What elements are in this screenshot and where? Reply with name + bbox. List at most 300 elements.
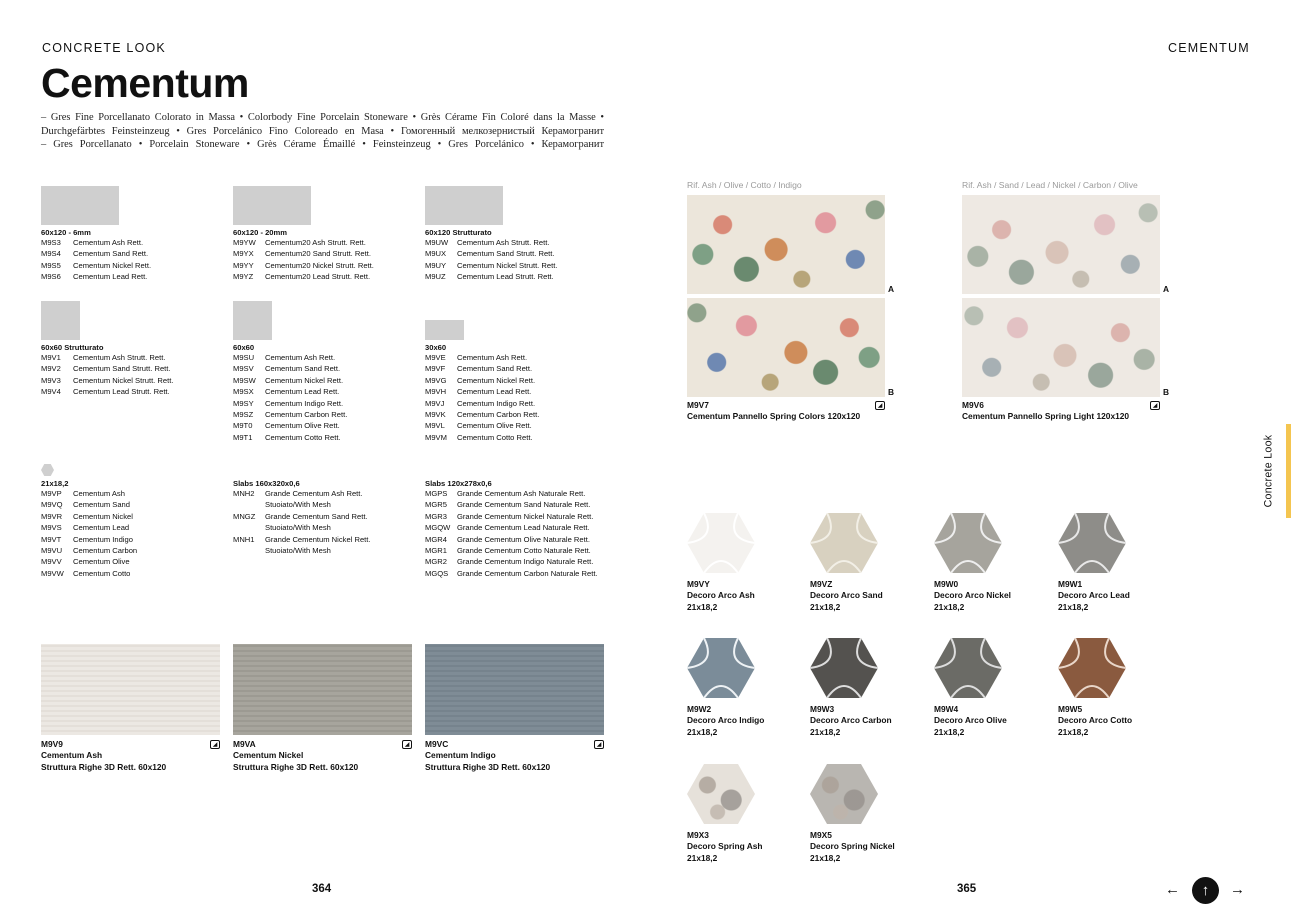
product-card[interactable] bbox=[233, 644, 412, 773]
hex-size: 21x18,2 bbox=[687, 601, 718, 612]
spec-code bbox=[233, 499, 265, 510]
tile-image bbox=[41, 644, 220, 735]
spec-code: M9S6 bbox=[41, 272, 61, 282]
page-title: Cementum bbox=[41, 60, 249, 106]
spec-name: Cementum Olive bbox=[73, 557, 130, 567]
panel-image-a bbox=[962, 195, 1160, 294]
spec-row bbox=[233, 398, 347, 409]
page-number-right: 365 bbox=[957, 883, 977, 895]
hex-code: M9W5 bbox=[1058, 704, 1083, 714]
spec-code: MGR4 bbox=[425, 534, 447, 544]
spec-code: M9VL bbox=[425, 421, 445, 431]
arrow-right-icon[interactable]: → bbox=[1230, 881, 1245, 898]
spec-row bbox=[41, 568, 137, 579]
material-description bbox=[41, 111, 604, 152]
hex-size: 21x18,2 bbox=[1058, 726, 1089, 737]
spec-code: M9V1 bbox=[41, 353, 61, 362]
format-swatch bbox=[41, 186, 119, 225]
spec-row bbox=[233, 432, 347, 443]
spec-row bbox=[425, 499, 598, 510]
spec-row bbox=[233, 488, 371, 499]
spec-code: M9V3 bbox=[41, 375, 61, 385]
spec-name: Cementum Nickel Rett. bbox=[457, 375, 536, 385]
spec-code: M9VE bbox=[425, 353, 446, 362]
hex-decor-card[interactable] bbox=[1058, 513, 1130, 613]
spec-name: Grande Cementum Sand Rett. bbox=[265, 511, 368, 521]
spec-name: Cementum Nickel bbox=[73, 511, 133, 521]
format-swatch bbox=[41, 301, 80, 340]
hex-name: Decoro Arco Sand bbox=[810, 590, 883, 601]
spec-name: Grande Cementum Carbon Naturale Rett. bbox=[457, 568, 598, 578]
wall-use-icon: ◢ bbox=[402, 740, 412, 749]
spec-name: Stuoiato/With Mesh bbox=[265, 500, 331, 510]
spec-row bbox=[233, 409, 347, 420]
hex-code: M9VZ bbox=[810, 579, 833, 589]
arrow-left-icon[interactable]: ← bbox=[1165, 881, 1180, 898]
hex-tile-image bbox=[1058, 638, 1126, 698]
block-list bbox=[425, 488, 598, 579]
spec-row bbox=[425, 545, 598, 556]
hex-code: M9W1 bbox=[1058, 579, 1083, 589]
spec-row bbox=[425, 432, 539, 443]
spec-code: MGR5 bbox=[425, 500, 447, 510]
spec-row bbox=[425, 409, 539, 420]
spec-code: MGR1 bbox=[425, 546, 447, 556]
format-swatch bbox=[425, 186, 503, 225]
product-format: Struttura Righe 3D Rett. 60x120 bbox=[425, 761, 551, 772]
product-code: M9V7 bbox=[687, 400, 709, 410]
description-line: Durchgefärbtes Feinsteinzeug • Gres Porcelánico Fino Coloreado en Masa • Гомогенный мелкозернистый Керамогранит bbox=[41, 125, 604, 137]
spec-row bbox=[41, 363, 173, 374]
spec-code bbox=[233, 522, 265, 533]
spec-row bbox=[425, 352, 539, 363]
spec-name: Cementum Lead Rett. bbox=[73, 272, 148, 282]
spec-code: M9V2 bbox=[41, 364, 61, 374]
product-code: M9VC bbox=[425, 739, 449, 749]
spec-row bbox=[233, 545, 371, 556]
spec-name: Cementum Cotto bbox=[73, 568, 131, 578]
block-list bbox=[233, 237, 374, 283]
spec-row bbox=[425, 375, 539, 386]
block-heading: 30x60 bbox=[425, 343, 447, 352]
spec-code: M9SY bbox=[233, 398, 254, 408]
panel-card[interactable] bbox=[687, 180, 897, 423]
spec-row bbox=[41, 534, 137, 545]
spec-row bbox=[233, 352, 347, 363]
spec-row bbox=[41, 386, 173, 397]
spec-code: MNGZ bbox=[233, 511, 256, 521]
hex-name: Decoro Arco Ash bbox=[687, 590, 755, 601]
spec-name: Cementum Indigo Rett. bbox=[265, 398, 344, 408]
spec-name: Stuoiato/With Mesh bbox=[265, 523, 331, 533]
spec-row bbox=[233, 386, 347, 397]
format-swatch bbox=[233, 301, 272, 340]
spec-code: M9VU bbox=[41, 546, 63, 556]
hex-size: 21x18,2 bbox=[810, 601, 841, 612]
sidebar-tab-concrete-look[interactable] bbox=[1256, 424, 1280, 518]
spec-code: M9VJ bbox=[425, 398, 445, 408]
spec-row bbox=[41, 237, 151, 248]
spec-code: M9VP bbox=[41, 489, 62, 498]
spec-code: MGQS bbox=[425, 568, 449, 578]
spec-name: Grande Cementum Ash Rett. bbox=[265, 489, 363, 498]
spec-name: Cementum Lead Rett. bbox=[457, 387, 532, 397]
hex-name: Decoro Spring Ash bbox=[687, 841, 763, 852]
spec-name: Grande Cementum Cotto Naturale Rett. bbox=[457, 546, 591, 556]
spec-row bbox=[425, 237, 557, 248]
spec-name: Cementum Sand Rett. bbox=[73, 249, 149, 259]
spec-row bbox=[41, 375, 173, 386]
product-name: Cementum Pannello Spring Light 120x120 bbox=[962, 411, 1130, 422]
spec-name: Cementum Carbon Rett. bbox=[265, 410, 348, 420]
spec-row bbox=[425, 556, 598, 567]
block-heading: Slabs 120x278x0,6 bbox=[425, 479, 492, 488]
spec-name: Cementum Lead Rett. bbox=[265, 387, 340, 397]
hex-decor-card[interactable] bbox=[687, 764, 763, 864]
spec-code: MGPS bbox=[425, 489, 448, 498]
spec-block bbox=[425, 186, 557, 283]
block-list bbox=[41, 352, 173, 398]
spec-name: Stuoiato/With Mesh bbox=[265, 546, 331, 556]
panel-label: A bbox=[888, 284, 895, 294]
spec-row bbox=[425, 248, 557, 259]
block-list bbox=[233, 352, 347, 443]
block-heading: 60x60 Strutturato bbox=[41, 343, 104, 352]
hex-name: Decoro Arco Lead bbox=[1058, 590, 1130, 601]
panel-card[interactable] bbox=[962, 180, 1172, 423]
spec-name: Cementum Nickel Rett. bbox=[265, 375, 344, 385]
description-line: – Gres Fine Porcellanato Colorato in Massa • Colorbody Fine Porcelain Stoneware • Grès Cérame Fin Coloré dans la Masse • bbox=[41, 112, 604, 123]
spec-name: Cementum20 Ash Strutt. Rett. bbox=[265, 238, 366, 247]
block-list bbox=[41, 488, 137, 579]
spec-code: M9YW bbox=[233, 238, 256, 247]
spec-name: Cementum Sand Rett. bbox=[457, 364, 533, 374]
hex-tile-image bbox=[687, 638, 755, 698]
spec-row bbox=[233, 499, 371, 510]
spec-name: Cementum Ash Strutt. Rett. bbox=[73, 353, 166, 362]
arc-pattern bbox=[687, 638, 755, 698]
spec-code: M9VS bbox=[41, 523, 62, 533]
spec-row bbox=[41, 271, 151, 282]
block-heading: 60x120 - 20mm bbox=[233, 228, 288, 237]
hex-decor-card[interactable] bbox=[810, 638, 892, 738]
arc-pattern bbox=[810, 513, 878, 573]
spec-name: Grande Cementum Nickel Naturale Rett. bbox=[457, 511, 594, 521]
product-card[interactable] bbox=[41, 644, 220, 773]
spec-code: M9T1 bbox=[233, 432, 253, 442]
spec-block bbox=[233, 476, 371, 556]
product-name: Cementum Indigo bbox=[425, 750, 496, 761]
spec-name: Cementum Ash Strutt. Rett. bbox=[457, 238, 550, 247]
spec-row bbox=[425, 568, 598, 579]
spec-name: Cementum Nickel Strutt. Rett. bbox=[457, 260, 558, 270]
tile-image bbox=[425, 644, 604, 735]
spec-name: Cementum Lead Strutt. Rett. bbox=[457, 272, 554, 282]
panel-label: B bbox=[888, 387, 895, 397]
arrow-up-icon[interactable]: ↑ bbox=[1192, 877, 1219, 904]
hex-decor-card[interactable] bbox=[810, 513, 883, 613]
format-swatch bbox=[425, 320, 464, 340]
hex-tile-image bbox=[687, 513, 755, 573]
spec-code: M9YX bbox=[233, 249, 254, 259]
spec-row bbox=[233, 522, 371, 533]
panel-image-a bbox=[687, 195, 885, 294]
tile-image bbox=[233, 644, 412, 735]
block-heading: 60x60 bbox=[233, 343, 255, 352]
wall-use-icon: ◢ bbox=[875, 401, 885, 410]
wall-use-icon: ◢ bbox=[1150, 401, 1160, 410]
hex-code: M9VY bbox=[687, 579, 710, 589]
hex-code: M9X3 bbox=[687, 830, 709, 840]
page-number-left: 364 bbox=[312, 883, 332, 895]
hex-decor-card[interactable] bbox=[810, 764, 895, 864]
product-code: M9V9 bbox=[41, 739, 63, 749]
product-name: Cementum Ash bbox=[41, 750, 103, 761]
hex-code: M9W0 bbox=[934, 579, 959, 589]
spec-name: Cementum Sand bbox=[73, 500, 130, 510]
hex-size: 21x18,2 bbox=[934, 601, 965, 612]
arc-pattern bbox=[1058, 513, 1126, 573]
spec-code: M9T0 bbox=[233, 421, 253, 431]
hex-tile-image bbox=[687, 764, 755, 824]
spec-code: M9SZ bbox=[233, 410, 254, 420]
spec-row bbox=[41, 511, 137, 522]
spec-code: M9VM bbox=[425, 432, 447, 442]
panel-reference: Rif. Ash / Sand / Lead / Nickel / Carbon / Olive bbox=[962, 180, 1138, 190]
spec-name: Grande Cementum Ash Naturale Rett. bbox=[457, 489, 586, 498]
spec-block bbox=[233, 186, 374, 283]
spec-name: Cementum20 Lead Strutt. Rett. bbox=[265, 272, 371, 282]
spec-code: M9VG bbox=[425, 375, 447, 385]
spec-row bbox=[425, 420, 539, 431]
hex-name: Decoro Arco Cotto bbox=[1058, 715, 1133, 726]
section-kicker: CONCRETE LOOK bbox=[42, 41, 166, 55]
hex-decor-card[interactable] bbox=[1058, 638, 1132, 738]
spec-code: M9SU bbox=[233, 353, 255, 362]
spec-code: M9S5 bbox=[41, 260, 61, 270]
spec-row bbox=[41, 499, 137, 510]
spec-name: Cementum Olive Rett. bbox=[457, 421, 532, 431]
spec-block bbox=[41, 464, 137, 579]
spec-name: Grande Cementum Nickel Rett. bbox=[265, 534, 371, 544]
spec-block bbox=[41, 186, 151, 283]
spec-code: MNH2 bbox=[233, 489, 255, 498]
spec-code: M9S3 bbox=[41, 238, 61, 247]
spec-name: Cementum20 Nickel Strutt. Rett. bbox=[265, 260, 374, 270]
hex-tile-image bbox=[810, 638, 878, 698]
sidebar-tab-label: Concrete Look bbox=[1262, 434, 1274, 508]
hex-decor-card[interactable] bbox=[687, 513, 755, 613]
spec-code: MGQW bbox=[425, 523, 451, 533]
spec-row bbox=[425, 522, 598, 533]
spec-name: Cementum Ash Rett. bbox=[265, 353, 336, 362]
spec-block bbox=[425, 320, 539, 443]
spec-name: Grande Cementum Indigo Naturale Rett. bbox=[457, 557, 594, 567]
hex-code: M9W2 bbox=[687, 704, 712, 714]
spec-row bbox=[233, 271, 374, 282]
hex-size: 21x18,2 bbox=[810, 726, 841, 737]
spec-code: M9YY bbox=[233, 260, 254, 270]
spec-row bbox=[41, 248, 151, 259]
hex-size: 21x18,2 bbox=[1058, 601, 1089, 612]
arc-pattern bbox=[810, 638, 878, 698]
spec-name: Cementum Lead bbox=[73, 523, 130, 533]
hex-decor-card[interactable] bbox=[934, 638, 1007, 738]
spec-name: Cementum Ash bbox=[73, 489, 125, 498]
collection-kicker: CEMENTUM bbox=[1168, 41, 1250, 55]
spec-row bbox=[233, 248, 374, 259]
spec-name: Cementum Indigo bbox=[73, 534, 133, 544]
hex-size: 21x18,2 bbox=[934, 726, 965, 737]
spec-code bbox=[233, 545, 265, 556]
block-list bbox=[425, 237, 557, 283]
spec-row bbox=[41, 352, 173, 363]
hex-tile-image bbox=[934, 638, 1002, 698]
spec-name: Cementum Sand Strutt. Rett. bbox=[73, 364, 171, 374]
hex-name: Decoro Arco Nickel bbox=[934, 590, 1011, 601]
product-name: Cementum Pannello Spring Colors 120x120 bbox=[687, 411, 861, 422]
spec-row bbox=[233, 534, 371, 545]
spec-row bbox=[41, 556, 137, 567]
panel-label: A bbox=[1163, 284, 1170, 294]
hex-code: M9W4 bbox=[934, 704, 959, 714]
block-list bbox=[233, 488, 371, 556]
spec-code: MGR2 bbox=[425, 557, 447, 567]
panel-reference: Rif. Ash / Olive / Cotto / Indigo bbox=[687, 180, 802, 190]
format-swatch bbox=[233, 186, 311, 225]
spec-code: MGR3 bbox=[425, 511, 447, 521]
block-heading: Slabs 160x320x0,6 bbox=[233, 479, 300, 488]
spec-row bbox=[425, 511, 598, 522]
spec-code: M9UW bbox=[425, 238, 449, 247]
hex-decor-card[interactable] bbox=[934, 513, 1011, 613]
block-heading: 60x120 - 6mm bbox=[41, 228, 91, 237]
spec-name: Cementum Carbon bbox=[73, 546, 138, 556]
spec-name: Cementum Sand Rett. bbox=[265, 364, 341, 374]
product-name: Cementum Nickel bbox=[233, 750, 304, 761]
spec-row bbox=[425, 534, 598, 545]
hex-decor-card[interactable] bbox=[687, 638, 764, 738]
spec-row bbox=[41, 522, 137, 533]
spec-row bbox=[233, 420, 347, 431]
spec-name: Cementum20 Sand Strutt. Rett. bbox=[265, 249, 371, 259]
format-swatch bbox=[41, 464, 54, 476]
panel-label: B bbox=[1163, 387, 1170, 397]
spec-row bbox=[41, 545, 137, 556]
spec-name: Cementum Cotto Rett. bbox=[265, 432, 341, 442]
block-list bbox=[41, 237, 151, 283]
hex-size: 21x18,2 bbox=[687, 852, 718, 863]
spec-code: M9VW bbox=[41, 568, 64, 578]
spec-row bbox=[233, 237, 374, 248]
spec-block bbox=[233, 301, 347, 443]
product-code: M9V6 bbox=[962, 400, 984, 410]
hex-name: Decoro Arco Olive bbox=[934, 715, 1007, 726]
hex-tile-image bbox=[1058, 513, 1126, 573]
spec-code: M9UX bbox=[425, 249, 447, 259]
hex-name: Decoro Spring Nickel bbox=[810, 841, 895, 852]
spec-name: Grande Cementum Olive Naturale Rett. bbox=[457, 534, 590, 544]
wall-use-icon: ◢ bbox=[594, 740, 604, 749]
spec-name: Cementum Cotto Rett. bbox=[457, 432, 533, 442]
hex-size: 21x18,2 bbox=[687, 726, 718, 737]
spec-code: M9SX bbox=[233, 387, 254, 397]
arc-pattern bbox=[1058, 638, 1126, 698]
spec-name: Cementum Lead Strutt. Rett. bbox=[73, 387, 170, 397]
spec-name: Cementum Indigo Rett. bbox=[457, 398, 536, 408]
spec-code: M9S4 bbox=[41, 249, 61, 259]
spec-name: Cementum Sand Strutt. Rett. bbox=[457, 249, 555, 259]
spec-row bbox=[233, 363, 347, 374]
hex-name: Decoro Arco Carbon bbox=[810, 715, 892, 726]
spec-name: Grande Cementum Lead Naturale Rett. bbox=[457, 523, 590, 533]
spec-row bbox=[425, 271, 557, 282]
block-heading: 21x18,2 bbox=[41, 479, 69, 488]
block-list bbox=[425, 352, 539, 443]
arc-pattern bbox=[934, 638, 1002, 698]
spec-code: M9VT bbox=[41, 534, 62, 544]
hex-size: 21x18,2 bbox=[810, 852, 841, 863]
product-card[interactable] bbox=[425, 644, 604, 773]
hex-code: M9W3 bbox=[810, 704, 835, 714]
arc-pattern bbox=[687, 513, 755, 573]
spec-name: Cementum Ash Rett. bbox=[457, 353, 528, 362]
spec-row bbox=[425, 398, 539, 409]
spec-name: Cementum Olive Rett. bbox=[265, 421, 340, 431]
spec-row bbox=[41, 260, 151, 271]
spec-name: Cementum Nickel Strutt. Rett. bbox=[73, 375, 174, 385]
spec-row bbox=[233, 375, 347, 386]
hex-code: M9X5 bbox=[810, 830, 832, 840]
spec-row bbox=[425, 363, 539, 374]
sidebar-accent-bar bbox=[1286, 424, 1291, 518]
spec-code: M9SW bbox=[233, 375, 256, 385]
hex-tile-image bbox=[810, 764, 878, 824]
wall-use-icon: ◢ bbox=[210, 740, 220, 749]
spec-name: Grande Cementum Sand Naturale Rett. bbox=[457, 500, 591, 510]
spec-row bbox=[425, 488, 598, 499]
product-format: Struttura Righe 3D Rett. 60x120 bbox=[41, 761, 167, 772]
spec-name: Cementum Nickel Rett. bbox=[73, 260, 152, 270]
hex-name: Decoro Arco Indigo bbox=[687, 715, 765, 726]
arc-pattern bbox=[934, 513, 1002, 573]
panel-image-b bbox=[687, 298, 885, 397]
spec-code: M9VQ bbox=[41, 500, 63, 510]
spec-code: M9SV bbox=[233, 364, 254, 374]
spec-code: M9VV bbox=[41, 557, 62, 567]
spec-name: Cementum Ash Rett. bbox=[73, 238, 144, 247]
spec-code: M9VK bbox=[425, 410, 446, 420]
product-format: Struttura Righe 3D Rett. 60x120 bbox=[233, 761, 359, 772]
spec-code: M9UY bbox=[425, 260, 447, 270]
description-line: – Gres Porcellanato • Porcelain Stoneware • Grès Cérame Émaillé • Feinsteinzeug • Gres Porcelánico • Керамогранит bbox=[41, 139, 604, 151]
product-code: M9VA bbox=[233, 739, 256, 749]
panel-image-b bbox=[962, 298, 1160, 397]
spec-code: M9V4 bbox=[41, 387, 61, 397]
spec-block bbox=[41, 301, 173, 398]
spec-block bbox=[425, 476, 598, 579]
spec-row bbox=[233, 511, 371, 522]
spec-name: Cementum Carbon Rett. bbox=[457, 410, 540, 420]
spec-code: M9VR bbox=[41, 511, 63, 521]
spec-code: MNH1 bbox=[233, 534, 255, 544]
spec-code: M9VH bbox=[425, 387, 447, 397]
hex-tile-image bbox=[934, 513, 1002, 573]
spec-row bbox=[233, 260, 374, 271]
spec-row bbox=[425, 386, 539, 397]
hex-tile-image bbox=[810, 513, 878, 573]
block-heading: 60x120 Strutturato bbox=[425, 228, 492, 237]
